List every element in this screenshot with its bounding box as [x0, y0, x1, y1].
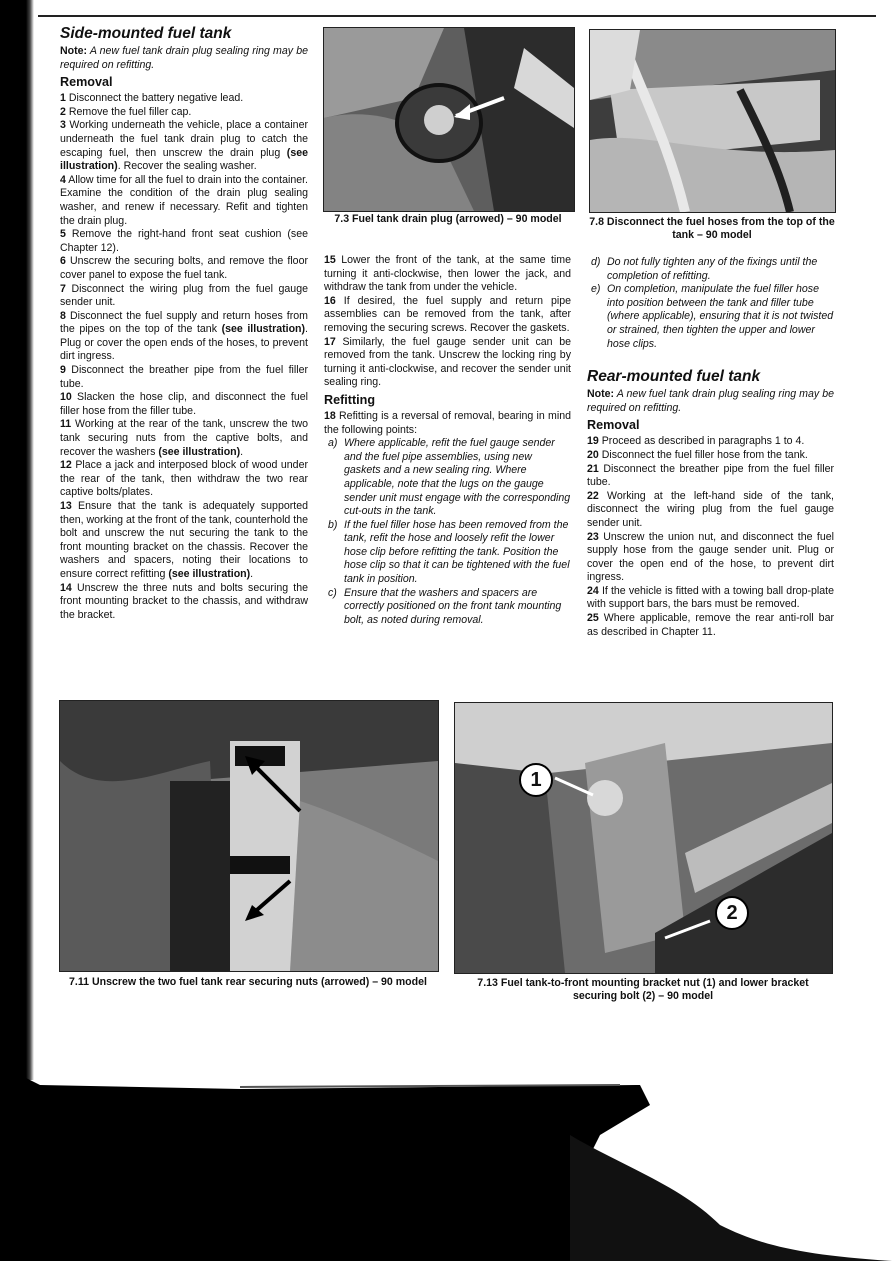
- paragraph-number: 16: [324, 294, 336, 307]
- paragraph-number: 21: [587, 462, 599, 475]
- paragraph-number: 10: [60, 391, 72, 404]
- refitting-heading: Refitting: [324, 392, 376, 407]
- paragraph-number: 24: [587, 584, 599, 597]
- illustration-ref: (see illustration): [60, 146, 308, 173]
- paragraph-text: Where applicable, remove the rear anti-roll bar as described in Chapter 11.: [587, 612, 834, 638]
- paragraph-5: [60, 228, 308, 255]
- paragraph-16: [324, 295, 571, 336]
- paragraph-14: [60, 582, 308, 623]
- paragraph-text-cont: . Plug or cover the open ends of the hoses, to prevent dirt ingress.: [60, 323, 308, 363]
- paragraph-text: Unscrew the securing bolts, and remove the floor cover panel to expose the fuel tank.: [60, 255, 308, 281]
- paragraph-number: 9: [60, 364, 66, 377]
- paragraph-text-cont: .: [250, 567, 254, 580]
- photo-7-11-image: [60, 701, 438, 971]
- scan-bottom-shadow: [0, 1075, 892, 1261]
- paragraph-text: Remove the right-hand front seat cushion (see Chapter 12).: [60, 228, 308, 254]
- paragraph-7: [60, 283, 308, 310]
- note-text: A new fuel tank drain plug sealing ring may be required on refitting.: [60, 45, 308, 71]
- caption-7-3: 7.3 Fuel tank drain plug (arrowed) – 90 model: [334, 213, 562, 225]
- photo-7-3: [323, 27, 575, 212]
- paragraph-number: 22: [587, 489, 599, 502]
- illustration-ref: (see illustration): [158, 445, 241, 458]
- paragraph-text: Unscrew the union nut, and disconnect the fuel supply hose from the gauge sender unit. Plug or cover the open end of the hose, to prevent dirt ingress.: [587, 530, 834, 584]
- paragraph-number: 17: [324, 335, 336, 348]
- paragraph-number: 19: [587, 435, 599, 448]
- paragraph-text: Allow time for all the fuel to drain into the container. Examine the condition of the drain plug sealing washer, and renew if necessary. Refit and tighten the drain plug.: [60, 173, 308, 227]
- illustration-ref: (see illustration): [168, 567, 251, 580]
- note-label: Note:: [587, 388, 615, 401]
- paragraph-number: 6: [60, 255, 66, 268]
- caption-7-13: 7.13 Fuel tank-to-front mounting bracket nut (1) and lower bracket securing bolt (2) – 90 model: [477, 977, 809, 1002]
- paragraph-21: [587, 463, 834, 490]
- point-text: Where applicable, refit the fuel gauge sender and the fuel pipe assemblies, using new gaskets and a new sealing ring. Where applicable, note that the lugs on the gauge sender unit must engage with the corresponding cut-outs in the tank.: [344, 437, 571, 518]
- paragraph-text: Working underneath the vehicle, place a container underneath the fuel tank drain plug to catch the escaping fuel, then unscrew the drain plug: [60, 119, 308, 159]
- photo-7-8: [589, 29, 836, 213]
- paragraph-10: [60, 391, 308, 418]
- paragraph-9: [60, 364, 308, 391]
- paragraph-19: [587, 435, 834, 449]
- section-heading-side-mounted: Side-mounted fuel tank: [60, 25, 232, 42]
- point-text: On completion, manipulate the fuel filler hose into position between the tank and filler tube (where applicable), ensuring that it is not twisted or strained, then tighten the upper and lower hose clips.: [607, 283, 834, 350]
- top-rule: [38, 15, 876, 17]
- right-column: [587, 256, 834, 639]
- removal-heading: Removal: [587, 418, 640, 433]
- paragraph-text: Disconnect the breather pipe from the fuel filler tube.: [60, 364, 308, 390]
- refit-point-a: [324, 437, 571, 519]
- note: [60, 45, 308, 72]
- callout-1: 1: [519, 763, 553, 797]
- paragraph-23: [587, 531, 834, 585]
- paragraph-number: 1: [60, 92, 66, 105]
- middle-paragraphs: [324, 254, 571, 390]
- paragraph-text: Unscrew the three nuts and bolts securing the front mounting bracket to the chassis, and withdraw the bracket.: [60, 581, 308, 621]
- illustration-ref: (see illustration): [221, 323, 306, 336]
- left-column: [60, 24, 308, 622]
- paragraph-15: [324, 254, 571, 295]
- point-letter: e): [591, 283, 601, 296]
- paragraph-number: 2: [60, 105, 66, 118]
- note: [587, 388, 834, 415]
- paragraph-text: Disconnect the breather pipe from the fuel filler tube.: [587, 462, 834, 489]
- paragraph-3: [60, 119, 308, 173]
- caption-7-8: 7.8 Disconnect the fuel hoses from the top of the tank – 90 model: [589, 216, 835, 241]
- scan-shadow-shape: [0, 1075, 892, 1261]
- scan-edge-shadow: [0, 0, 34, 1080]
- paragraph-22: [587, 490, 834, 531]
- paragraph-text: Lower the front of the tank, at the same time turning it anti-clockwise, then lower the jack, and withdraw the tank from under the vehicle.: [324, 254, 571, 294]
- point-letter: a): [328, 437, 338, 450]
- point-text: Do not fully tighten any of the fixings until the completion of refitting.: [607, 256, 818, 282]
- paragraph-number: 20: [587, 448, 599, 461]
- photo-7-3-image: [324, 28, 574, 211]
- paragraph-number: 8: [60, 309, 66, 322]
- refitting-points-continued: [587, 256, 834, 351]
- right-paragraphs: [587, 435, 834, 639]
- photo-7-13-image: [455, 703, 832, 973]
- paragraph-number: 4: [60, 173, 66, 186]
- paragraph-text: If desired, the fuel supply and return pipe assemblies can be removed from the tank, after removing the securing screws. Recover the gaskets.: [324, 294, 571, 334]
- paragraph-12: [60, 459, 308, 500]
- photo-7-8-image: [590, 30, 835, 212]
- paragraph-number: 13: [60, 500, 72, 512]
- paragraph-text: Ensure that the tank is adequately supported then, working at the front of the tank, counterhold the bolt and unscrew the nut securing the tank to the front mounting bracket on the chassis. Recover the washers and spacers, noting their locations to ensure correct refitting: [60, 500, 308, 580]
- paragraph-number: 25: [587, 612, 599, 625]
- paragraph-text: Working at the rear of the tank, unscrew the two tank securing nuts from the captive bolts, and recover the washers: [60, 418, 308, 458]
- paragraph-20: [587, 449, 834, 463]
- paragraph-text-cont: . Recover the sealing washer.: [117, 160, 257, 173]
- paragraph-18: [324, 410, 571, 437]
- refit-point-c: [324, 587, 571, 628]
- paragraph-number: 3: [60, 119, 66, 132]
- point-text: Ensure that the washers and spacers are correctly positioned on the front tank mounting bolt, as noted during removal.: [344, 586, 562, 626]
- paragraph-text: If the vehicle is fitted with a towing ball drop-plate with support bars, the bars must be removed.: [587, 584, 834, 611]
- paragraph-number: 14: [60, 581, 72, 594]
- paragraph-text: Refitting is a reversal of removal, bearing in mind the following points:: [324, 409, 571, 436]
- paragraph-text: Working at the left-hand side of the tank, disconnect the wiring plug from the fuel gauge sender unit.: [587, 489, 834, 529]
- paragraph-1: [60, 92, 308, 106]
- callout-2: 2: [715, 896, 749, 930]
- note-label: Note:: [60, 45, 88, 57]
- refit-point-b: [324, 519, 571, 587]
- paragraph-2: [60, 106, 308, 120]
- paragraph-text: Remove the fuel filler cap.: [65, 105, 192, 118]
- paragraph-4: [60, 174, 308, 228]
- paragraph-6: [60, 255, 308, 282]
- photo-7-11: [59, 700, 439, 972]
- paragraph-number: 23: [587, 530, 599, 543]
- photo-7-13: [454, 702, 833, 974]
- paragraph-number: 5: [60, 228, 66, 241]
- point-letter: b): [328, 518, 338, 531]
- middle-column: [324, 254, 571, 627]
- paragraph-number: 11: [60, 418, 72, 431]
- point-letter: c): [328, 586, 337, 599]
- paragraph-13: [60, 500, 308, 582]
- section-heading-rear-mounted: Rear-mounted fuel tank: [587, 368, 761, 386]
- paragraph-8: [60, 310, 308, 364]
- paragraph-text: Place a jack and interposed block of wood under the rear of the tank, then withdraw the two rear captive bolts/plates.: [60, 459, 308, 499]
- paragraph-text-cont: .: [240, 445, 244, 458]
- caption-7-11: 7.11 Unscrew the two fuel tank rear securing nuts (arrowed) – 90 model: [69, 976, 427, 988]
- paragraph-text: Disconnect the wiring plug from the fuel gauge sender unit.: [60, 282, 308, 309]
- paragraph-text: Disconnect the fuel supply and return hoses from the pipes on the top of the tank: [60, 309, 308, 336]
- paragraph-number: 12: [60, 459, 72, 472]
- paragraph-text: Slacken the hose clip, and disconnect the fuel filler hose from the filler tube.: [60, 391, 308, 417]
- point-letter: d): [591, 256, 601, 268]
- paragraph-number: 18: [324, 409, 336, 422]
- paragraph-11: [60, 418, 308, 459]
- paragraph-number: 7: [60, 282, 66, 295]
- paragraph-24: [587, 585, 834, 612]
- left-paragraphs: [60, 92, 308, 622]
- note-text: A new fuel tank drain plug sealing ring may be required on refitting.: [587, 388, 834, 414]
- paragraph-text: Proceed as described in paragraphs 1 to 4.: [598, 435, 805, 448]
- paragraph-text: Disconnect the fuel filler hose from the tank.: [598, 448, 808, 461]
- paragraph-text: Disconnect the battery negative lead.: [65, 92, 244, 105]
- paragraph-25: [587, 612, 834, 639]
- paragraph-17: [324, 336, 571, 390]
- removal-heading: Removal: [60, 75, 113, 90]
- refit-point-d: [587, 256, 834, 283]
- refit-point-e: [587, 283, 834, 351]
- point-text: If the fuel filler hose has been removed from the tank, refit the hose and loosely refit the lower hose clip before refitting the tank. Position the hose clip so that it can be tightened with the fuel tank in position.: [344, 518, 570, 586]
- paragraph-number: 15: [324, 254, 336, 266]
- paragraph-text: Similarly, the fuel gauge sender unit can be removed from the tank. Unscrew the locking ring by turning it anti-clockwise, and recover the sender unit sealing ring.: [324, 335, 571, 389]
- refitting-points: [324, 437, 571, 627]
